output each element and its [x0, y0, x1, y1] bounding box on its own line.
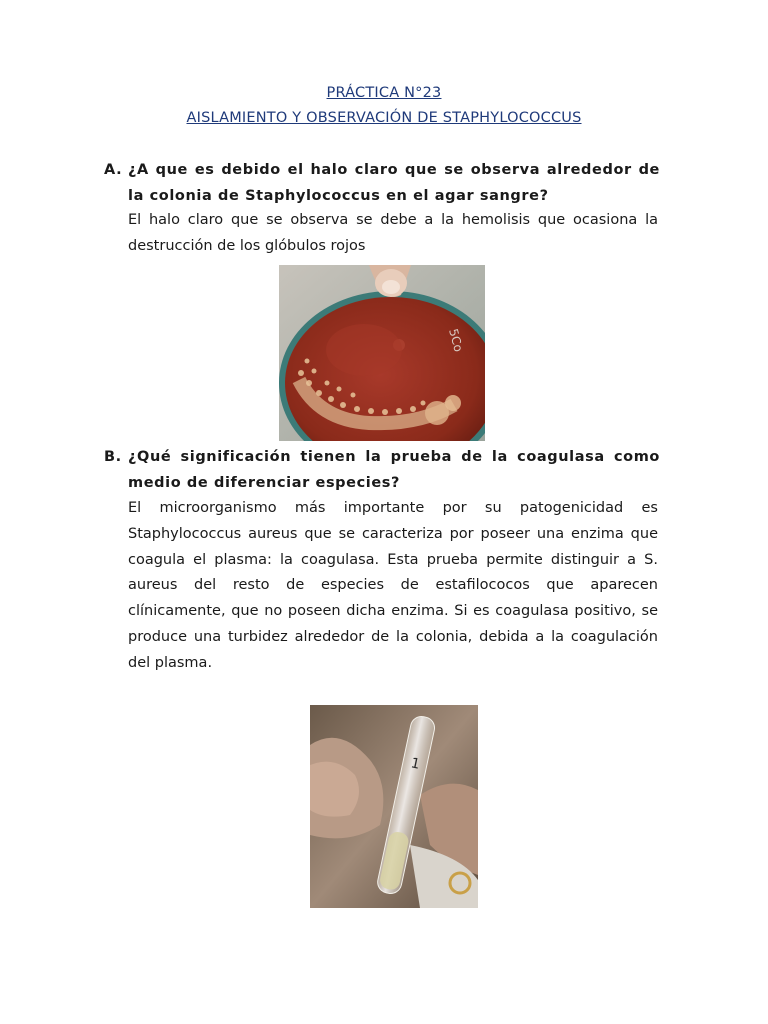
question-a-letter: A.: [104, 162, 123, 178]
blood-agar-plate-photo: [279, 265, 485, 441]
question-a: [104, 158, 660, 209]
page-title: PRÁCTICA N°23: [326, 85, 442, 101]
coagulase-test-tube-photo: [310, 705, 478, 908]
answer-b: El microorganismo más importante por su patogenicidad es Staphylococcus aureus que se caracteriza por poseer una enzima que coagula el plasma: la coagulasa. Esta prueba permite distinguir a S. aureus del resto de especies de estafilococos que aparecen clínicamente, que no poseen dicha enzima. Si es coagulasa positivo, se produce una turbidez alrededor de la colonia, debida a la coagulación del plasma.: [128, 500, 658, 671]
question-b-letter: B.: [104, 449, 122, 465]
svg-text:1: 1: [409, 755, 422, 773]
svg-text:5Co: 5Co: [446, 327, 466, 354]
question-b: [104, 445, 660, 496]
answer-a: El halo claro que se observa se debe a la hemolisis que ocasiona la destrucción de los glóbulos rojos: [128, 212, 658, 254]
page-subtitle: AISLAMIENTO Y OBSERVACIÓN DE STAPHYLOCOCCUS: [186, 110, 582, 126]
question-b-text: ¿Qué significación tienen la prueba de la coagulasa como medio de diferenciar especies?: [128, 449, 660, 491]
question-a-text: ¿A que es debido el halo claro que se observa alrededor de la colonia de Staphylococcus en el agar sangre?: [128, 162, 660, 204]
